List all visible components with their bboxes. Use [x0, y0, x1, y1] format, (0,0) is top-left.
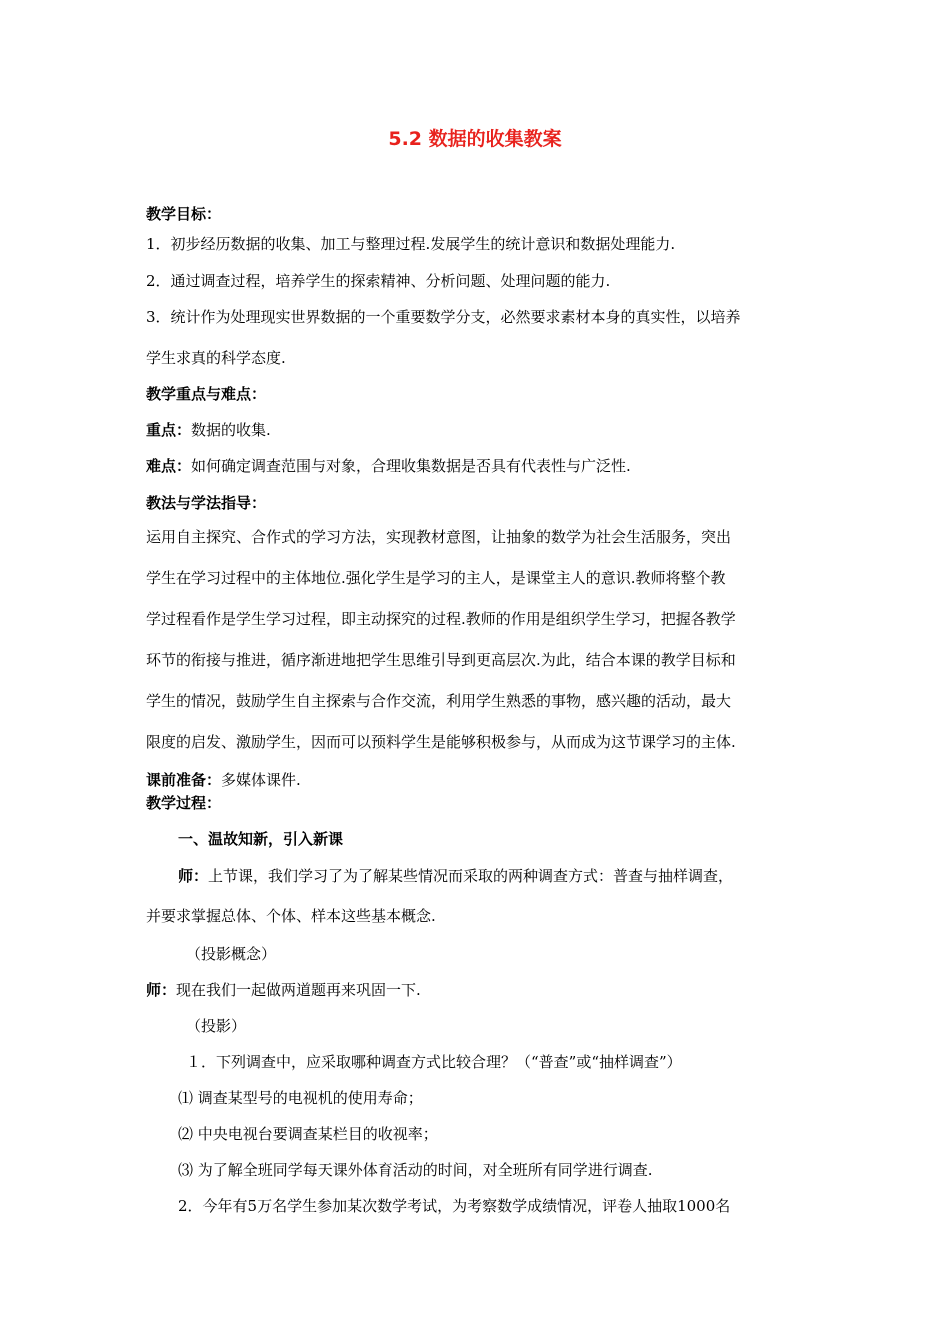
method-line-3: 学过程看作是学生学习过程，即主动探究的过程.教师的作用是组织学生学习，把握各教学	[146, 610, 736, 628]
goals-heading: 教学目标：	[146, 205, 222, 223]
process-heading: 教学过程：	[146, 794, 222, 812]
teacher-line-1	[178, 866, 733, 886]
method-line-1: 运用自主探究、合作式的学习方法，实现教材意图，让抽象的数学为社会生活服务，突出	[146, 528, 732, 546]
teacher-line-2	[146, 980, 421, 1000]
goal-3-line-1: 3．统计作为处理现实世界数据的一个重要数学分支，必然要求素材本身的真实性，以培养	[146, 308, 741, 326]
page-title: 5.2 数据的收集教案	[388, 128, 562, 150]
question-1-item-1: ⑴ 调查某型号的电视机的使用寿命；	[178, 1089, 423, 1107]
method-line-4: 环节的衔接与推进，循序渐进地把学生思维引导到更高层次.为此，结合本课的教学目标和	[146, 651, 736, 669]
question-1-item-3: ⑶ 为了解全班同学每天课外体育活动的时间，对全班所有同学进行调查.	[178, 1161, 653, 1179]
question-1: １．下列调查中，应采取哪种调查方式比较合理？（“普查”或“抽样调查”）	[186, 1053, 682, 1071]
keypoints-heading: 教学重点与难点：	[146, 385, 267, 403]
method-line-5: 学生的情况，鼓励学生自主探索与合作交流，利用学生熟悉的事物，感兴趣的活动，最大	[146, 692, 732, 710]
note-projection-concept: （投影概念）	[186, 945, 277, 963]
difficult-point-label: 难点：	[146, 457, 192, 475]
teacher-line-1-cont: 并要求掌握总体、个体、样本这些基本概念.	[146, 907, 436, 925]
method-heading: 教法与学法指导：	[146, 494, 267, 512]
teacher-label: 师：	[178, 867, 209, 885]
difficult-point-text: 如何确定调查范围与对象，合理收集数据是否具有代表性与广泛性.	[191, 457, 631, 475]
difficult-point	[146, 456, 631, 476]
prep	[146, 770, 301, 790]
method-line-2: 学生在学习过程中的主体地位.强化学生是学习的主人，是课堂主人的意识.教师将整个教	[146, 569, 726, 587]
teacher-label-2: 师：	[146, 981, 177, 999]
section-1-heading: 一、温故知新，引入新课	[178, 830, 344, 848]
key-point-label: 重点：	[146, 421, 192, 439]
goal-1: 1．初步经历数据的收集、加工与整理过程.发展学生的统计意识和数据处理能力.	[146, 235, 676, 253]
note-projection: （投影）	[186, 1017, 247, 1035]
teacher-text-1: 上节课，我们学习了为了解某些情况而采取的两种调查方式：普查与抽样调查，	[208, 867, 734, 885]
key-point	[146, 420, 271, 440]
method-line-6: 限度的启发、激励学生，因而可以预料学生是能够积极参与，从而成为这节课学习的主体.	[146, 733, 736, 751]
goal-2: 2．通过调查过程，培养学生的探索精神、分析问题、处理问题的能力.	[146, 272, 611, 290]
question-1-item-2: ⑵ 中央电视台要调查某栏目的收视率；	[178, 1125, 438, 1143]
prep-label: 课前准备：	[146, 771, 222, 789]
goal-3-line-2: 学生求真的科学态度.	[146, 349, 286, 367]
teacher-text-2: 现在我们一起做两道题再来巩固一下.	[176, 981, 421, 999]
key-point-text: 数据的收集.	[191, 421, 271, 439]
question-2: 2．今年有5万名学生参加某次数学考试，为考察数学成绩情况，评卷人抽取1000名	[178, 1197, 731, 1215]
prep-text: 多媒体课件.	[221, 771, 301, 789]
